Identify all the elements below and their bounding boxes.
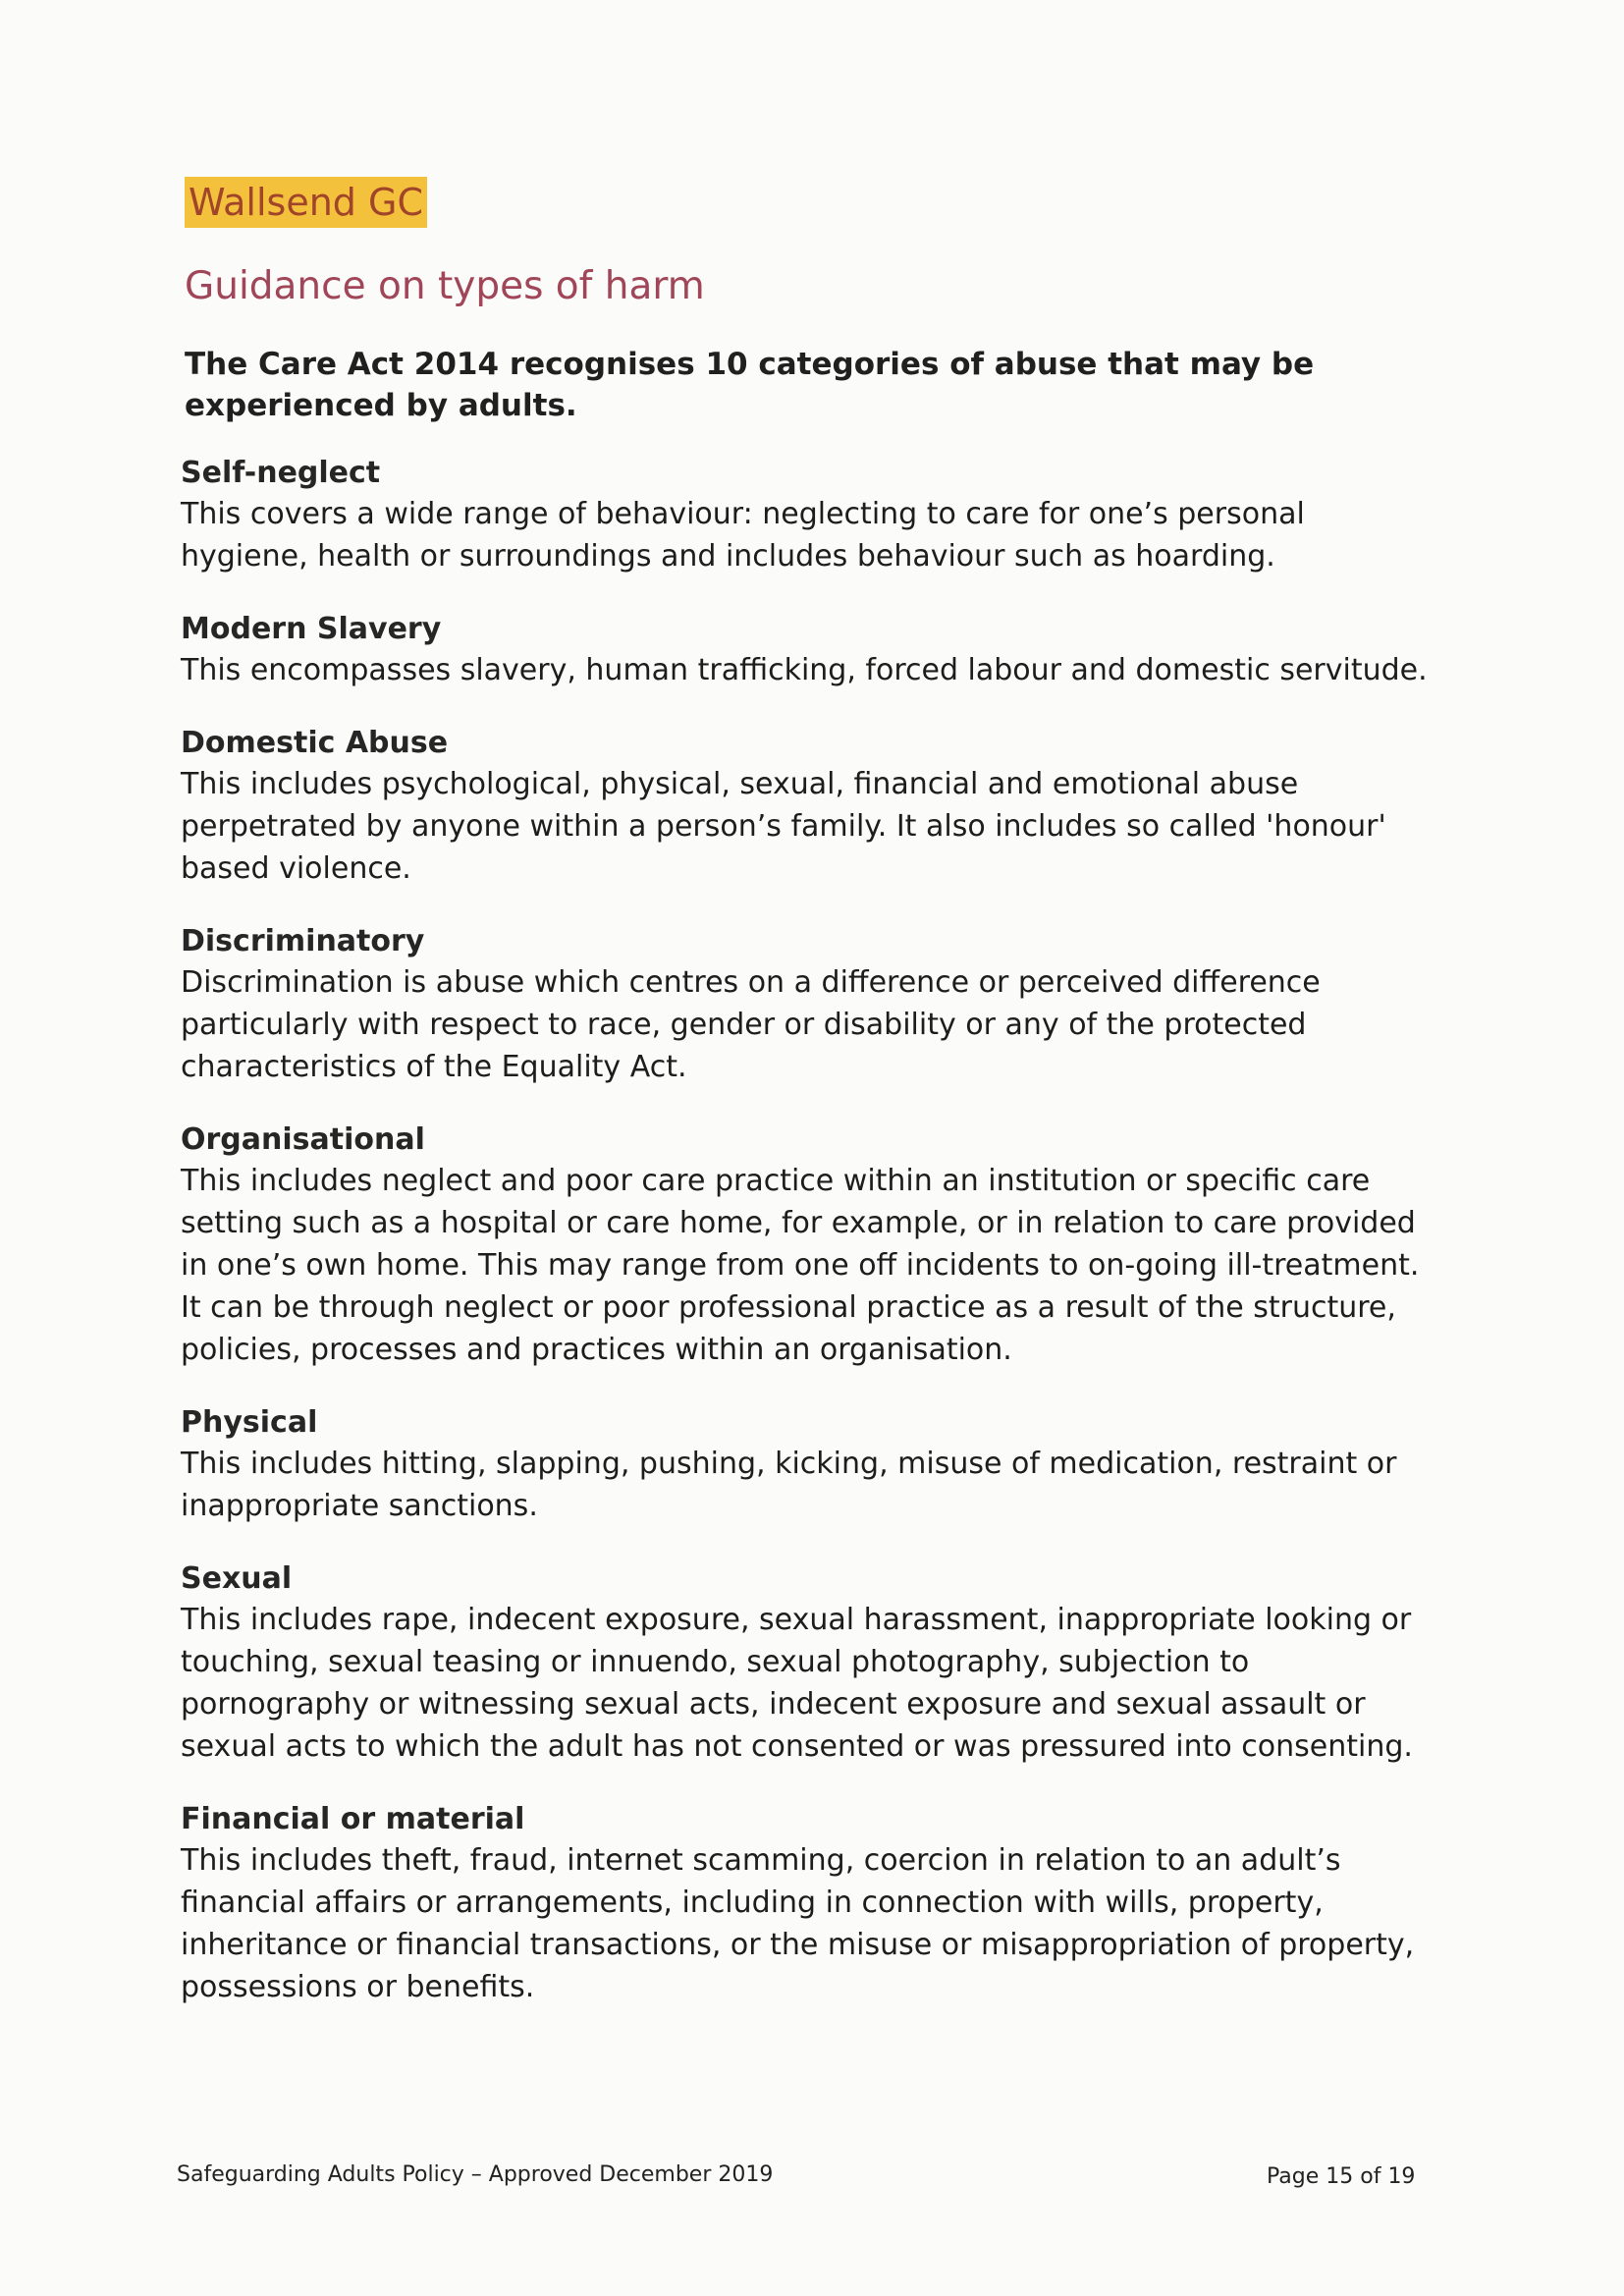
footer-policy-label: Safeguarding Adults Policy – Approved December 2019 [177, 2162, 774, 2187]
section-sexual [181, 1559, 1437, 1768]
harm-categories [181, 454, 1437, 2041]
organisation-name: Wallsend GC [185, 177, 427, 228]
section-financial-or-material [181, 1800, 1437, 2008]
section-heading: Discriminatory [181, 924, 425, 958]
page-title: Guidance on types of harm [185, 264, 705, 308]
section-body: This encompasses slavery, human trafficking, forced labour and domestic servitude. [181, 653, 1428, 687]
section-body: This includes psychological, physical, sexual, financial and emotional abuse perpetrated by anyone within a person’s family. It also includes so called 'honour' based violence. [181, 767, 1386, 886]
section-modern-slavery [181, 610, 1437, 691]
section-domestic-abuse [181, 724, 1437, 890]
section-heading: Self-neglect [181, 456, 381, 490]
section-heading: Organisational [181, 1122, 425, 1157]
section-heading: Modern Slavery [181, 612, 442, 646]
section-heading: Sexual [181, 1561, 293, 1596]
section-body: This covers a wide range of behaviour: neglecting to care for one’s personal hygiene, health or surroundings and includes behaviour such as hoarding. [181, 497, 1305, 574]
section-physical [181, 1403, 1437, 1527]
section-body: This includes neglect and poor care practice within an institution or specific care setting such as a hospital or care home, for example, or in relation to care provided in one’s own home. This may range from one off incidents to on-going ill-treatment. It can be through neglect or poor professional practice as a result of the structure, policies, processes and practices within an organisation. [181, 1164, 1420, 1367]
section-heading: Domestic Abuse [181, 726, 449, 760]
section-organisational [181, 1121, 1437, 1371]
section-body: This includes hitting, slapping, pushing, kicking, misuse of medication, restraint or inappropriate sanctions. [181, 1447, 1397, 1523]
section-body: Discrimination is abuse which centres on a difference or perceived difference particularly with respect to race, gender or disability or any of the protected characteristics of the Equality Act. [181, 965, 1321, 1084]
footer-page-number: Page 15 of 19 [1267, 2164, 1416, 2189]
section-body: This includes theft, fraud, internet scamming, coercion in relation to an adult’s financial affairs or arrangements, including in connection with wills, property, inheritance or financial transactions, or the misuse or misappropriation of property, possessions or benefits. [181, 1843, 1415, 2004]
section-discriminatory [181, 922, 1437, 1088]
section-self-neglect [181, 454, 1437, 577]
section-body: This includes rape, indecent exposure, sexual harassment, inappropriate looking or touching, sexual teasing or innuendo, sexual photography, subjection to pornography or witnessing sexual acts, indecent exposure and sexual assault or sexual acts to which the adult has not consented or was pressured into consenting. [181, 1603, 1413, 1764]
section-heading: Financial or material [181, 1802, 525, 1836]
intro-statement: The Care Act 2014 recognises 10 categories of abuse that may be experienced by adults. [185, 347, 1315, 423]
section-heading: Physical [181, 1405, 318, 1440]
